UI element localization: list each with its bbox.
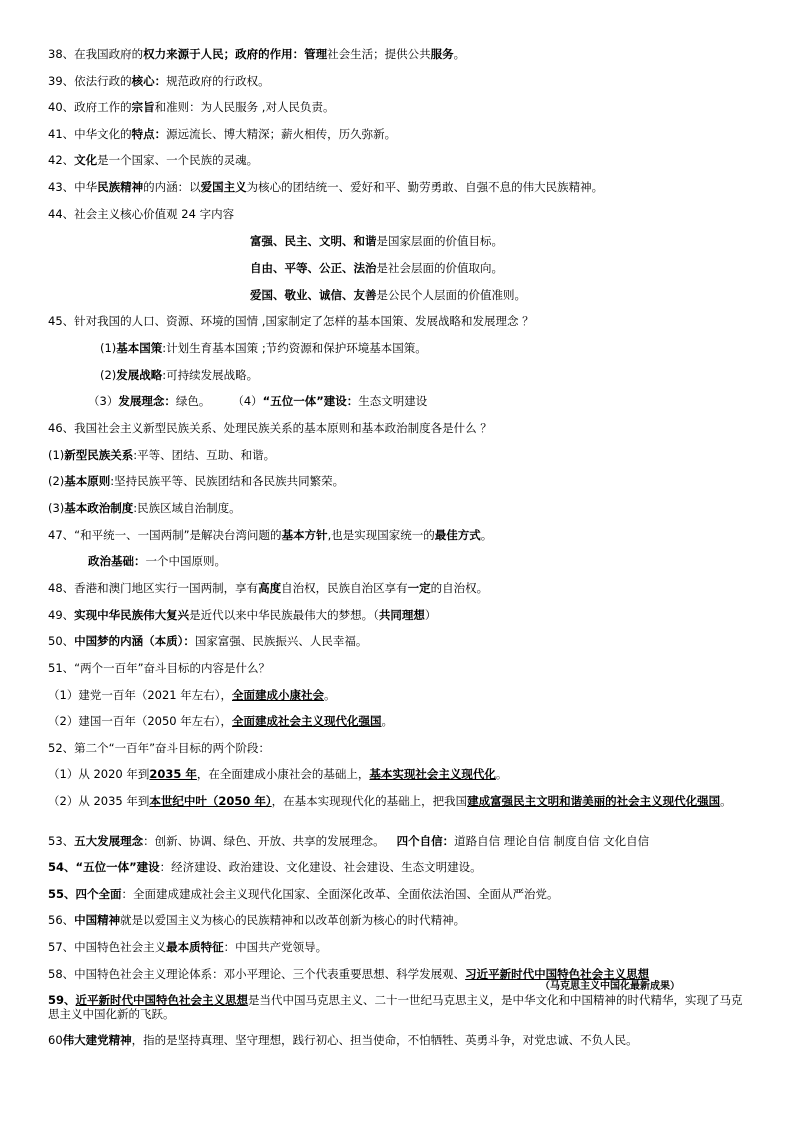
item-52: 52、第二个“一百年”奋斗目标的两个阶段： [48, 741, 271, 755]
item-46-point-1: (1)新型民族关系:平等、团结、互助、和谐。 [48, 448, 276, 462]
item-49: 49、实现中华民族伟大复兴是近代以来中华民族最伟大的梦想。（共同理想） [48, 608, 437, 622]
value-social: 自由、平等、公正、法治是社会层面的价值取向。 [250, 261, 503, 275]
item-46-point-3: (3)基本政治制度:民族区域自治制度。 [48, 501, 241, 515]
item-58: 58、中国特色社会主义理论体系：邓小平理论、三个代表重要思想、科学发展观、习近平新时代中国特色社会主义思想 [48, 967, 650, 981]
item-51-point-1: （1）建党一百年（2021 年左右），全面建成小康社会。 [48, 688, 336, 702]
item-58-note: （马克思主义中国化最新成果） [540, 981, 680, 992]
item-46: 46、我国社会主义新型民族关系、处理民族关系的基本原则和基本政治制度各是什么 ？ [48, 421, 492, 435]
item-40: 40、政府工作的宗旨和准则：为人民服务 ,对人民负责。 [48, 100, 335, 114]
item-57: 57、中国特色社会主义最本质特征：中国共产党领导。 [48, 940, 328, 954]
item-38: 38、在我国政府的权力来源于人民；政府的作用：管理社会生活；提供公共服务。 [48, 47, 466, 61]
item-51-point-2: （2）建国一百年（2050 年左右），全面建成社会主义现代化强国。 [48, 714, 393, 728]
value-personal: 爱国、敬业、诚信、友善是公民个人层面的价值准则。 [250, 288, 526, 302]
item-47-political-basis: 政治基础：一个中国原则。 [88, 554, 226, 568]
item-39: 39、依法行政的核心：规范政府的行政权。 [48, 74, 270, 88]
item-42: 42、文化是一个国家、一个民族的灵魂。 [48, 153, 259, 167]
item-50: 50、中国梦的内涵（本质）：国家富强、民族振兴、人民幸福。 [48, 634, 368, 648]
item-48: 48、香港和澳门地区实行一国两制，享有高度自治权，民族自治区享有一定的自治权。 [48, 581, 489, 595]
item-52-point-2: （2）从 2035 年到本世纪中叶（2050 年），在基本实现现代化的基础上，把我国建成富强民主文明和谐美丽的社会主义现代化强国。 [48, 794, 732, 808]
item-45-point-2: (2)发展战略:可持续发展战略。 [100, 368, 259, 382]
item-53: 53、五大发展理念：创新、协调、绿色、开放、共享的发展理念。 四个自信：道路自信 理论自信 制度自信 文化自信 [48, 834, 650, 848]
item-44: 44、社会主义核心价值观 24 字内容 [48, 207, 235, 221]
item-41: 41、中华文化的特点：源远流长、博大精深；薪火相传，历久弥新。 [48, 127, 397, 141]
value-national: 富强、民主、文明、和谐是国家层面的价值目标。 [250, 234, 503, 248]
item-45: 45、针对我国的人口、资源、环境的国情 ,国家制定了怎样的基本国策、发展战略和发展理念 ？ [48, 314, 534, 328]
item-46-point-2: (2)基本原则:坚持民族平等、民族团结和各民族共同繁荣。 [48, 474, 345, 488]
item-59: 59、近平新时代中国特色社会主义思想是当代中国马克思主义、二十一世纪马克思主义，是中华文化和中国精神的时代精华，实现了马克思主义中国化新的飞跃。 [48, 993, 743, 1021]
item-47: 47、“和平统一、一国两制”是解决台湾问题的基本方针,也是实现国家统一的最佳方式。 [48, 528, 493, 542]
item-51: 51、“两个一百年”奋斗目标的内容是什么？ [48, 661, 271, 675]
item-43: 43、中华民族精神的内涵：以爱国主义为核心的团结统一、爱好和平、勤劳勇敢、自强不息的伟大民族精神。 [48, 180, 604, 194]
item-45-point-3-4: （3）发展理念：绿色。 （4）“五位一体”建设：生态文明建设 [88, 394, 428, 408]
item-55: 55、四个全面：全面建成建成社会主义现代化国家、全面深化改革、全面依法治国、全面从严治党。 [48, 887, 559, 901]
item-45-point-1: (1)基本国策:计划生育基本国策 ;节约资源和保护环境基本国策。 [100, 341, 427, 355]
item-52-point-1: （1）从 2020 年到2035 年，在全面建成小康社会的基础上，基本实现社会主义现代化。 [48, 767, 508, 781]
item-56: 56、中国精神就是以爱国主义为核心的民族精神和以改革创新为核心的时代精神。 [48, 913, 466, 927]
item-60: 60伟大建党精神，指的是坚持真理、坚守理想，践行初心、担当使命，不怕牺牲、英勇斗争，对党忠诚、不负人民。 [48, 1033, 638, 1047]
item-54: 54、“五位一体”建设：经济建设、政治建设、文化建设、社会建设、生态文明建设。 [48, 860, 482, 874]
